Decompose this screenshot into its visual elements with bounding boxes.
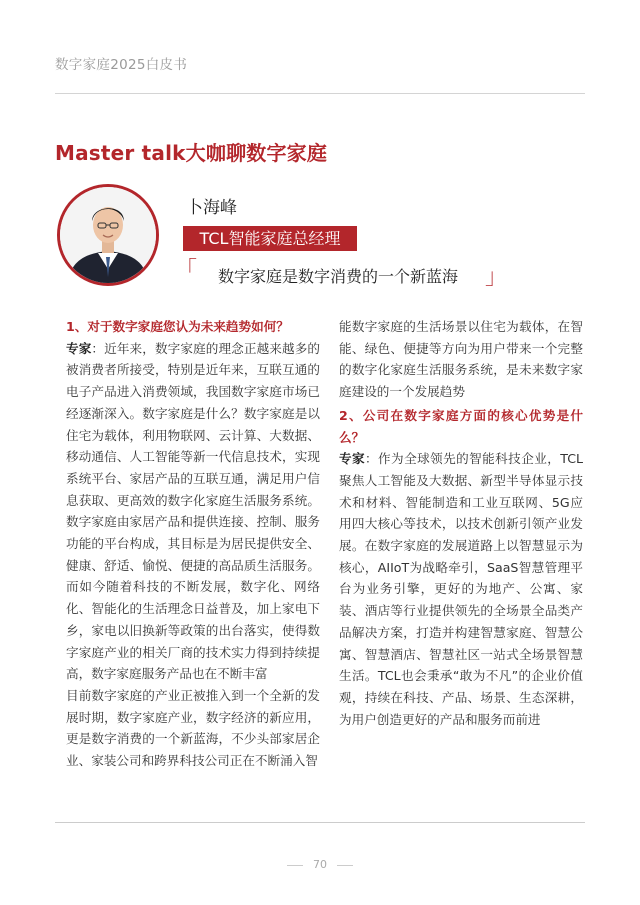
page-number-left-dash	[287, 865, 303, 866]
quote-close-bracket: 」	[485, 265, 508, 290]
answer-1-continuation: 目前数字家庭的产业正被推入到一个全新的发展时期，数字家庭产业，数字经济的新应用，更是数字消费的一个新蓝海，不少头部家居企业、家装公司和跨界科技公司正在不断涌入智	[66, 687, 320, 769]
page-number	[0, 858, 640, 871]
quote-open-bracket: 「	[175, 258, 198, 283]
answer-2-paragraph	[339, 448, 583, 730]
page-number-value: 70	[313, 858, 327, 871]
interviewee-position-badge: TCL智能家庭总经理	[183, 226, 357, 251]
question-1-heading: 1、对于数字家庭您认为未来趋势如何？	[66, 319, 289, 334]
footer-divider	[55, 822, 585, 823]
article-column-left	[66, 316, 320, 772]
answer-2-speaker: 专家	[339, 451, 366, 467]
answer-2-text: ：作为全球领先的智能科技企业，TCL聚焦人工智能及大数据、新型半导体显示技术和材料、智能制造和工业互联网、5G应用四大核心等技术，以技术创新引领产业发展。在数字家庭的发展道路上以智慧显示为核心，AIIoT为战略牵引，SaaS智慧管理平台为业务引擎，更好的为地产、公寓、家装、酒店等行业提供领先的全场景全品类产品解决方案，打造并构建智慧家庭、智慧公寓、智慧酒店、智慧社区一站式全场景智慧生活。TCL也会秉承“敢为不凡”的企业价值观，持续在科技、产品、场景、生态深耕，为用户创造更好的产品和服务而前进	[339, 451, 584, 727]
avatar	[57, 184, 159, 286]
answer-1-text: ：近年来，数字家庭的理念正越来越多的被消费者所接受，特别是近年来，互联互通的电子产品进入消费领域，我国数字家庭市场已经逐渐深入。数字家庭是什么？数字家庭是以住宅为载体，利用物联网、云计算、大数据、移动通信、人工智能等新一代信息技术，实现系统平台、家居产品的互联互通，满足用户信息获取、更高效的数字化家庭生活服务系统。数字家庭由家居产品和提供连接、控制、服务功能的平台构成，其目标是为居民提供安全、健康、舒适、愉悦、便捷的高品质生活服务。而如今随着科技的不断发展，数字化、网络化、智能化的生活理念日益普及，加上家电下乡，家电以旧换新等政策的出台落实，使得数字家庭产业的相关厂商的技术实力得到持续提高，数字家庭服务产品也在不断丰富	[66, 340, 321, 682]
answer-1-paragraph	[66, 338, 320, 685]
header-divider	[55, 93, 585, 94]
portrait-photo	[60, 187, 156, 283]
interviewee-name: 卜海峰	[186, 198, 237, 218]
page-number-right-dash	[337, 865, 353, 866]
question-2-heading: 2、公司在数字家庭方面的核心优势是什么？	[339, 407, 583, 445]
article-column-right	[339, 316, 583, 730]
article-title: Master talk大咖聊数字家庭	[55, 141, 328, 165]
answer-1-speaker: 专家	[66, 340, 92, 356]
pull-quote: 数字家庭是数字消费的一个新蓝海	[218, 267, 459, 286]
answer-1-continuation-overflow: 能数字家庭的生活场景以住宅为载体，在智能、绿色、便捷等方向为用户带来一个完整的数字化家庭生活服务系统，是未来数字家庭建设的一个发展趋势	[339, 319, 583, 400]
document-header-title: 数字家庭2025白皮书	[55, 57, 188, 73]
